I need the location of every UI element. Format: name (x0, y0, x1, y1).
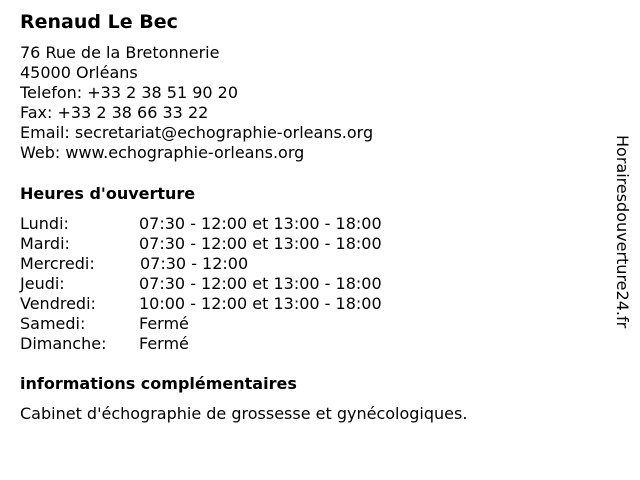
time-value: Fermé (139, 314, 189, 333)
hours-row-friday (20, 294, 580, 314)
time-value: 07:30 - 12:00 et 13:00 - 18:00 (139, 274, 382, 293)
additional-info-heading: informations complémentaires (20, 374, 297, 393)
hours-row-saturday (20, 314, 580, 334)
contact-block (20, 43, 373, 163)
time-value: 07:30 - 12:00 et 13:00 - 18:00 (139, 214, 382, 233)
day-label: Lundi: (20, 214, 69, 233)
opening-hours-table (20, 214, 580, 354)
hours-row-tuesday (20, 234, 580, 254)
day-label: Mercredi: (20, 254, 95, 273)
hours-row-wednesday (20, 254, 580, 274)
hours-row-monday (20, 214, 580, 234)
day-label: Mardi: (20, 234, 70, 253)
day-label: Vendredi: (20, 294, 96, 313)
fax-number: Fax: +33 2 38 66 33 22 (20, 103, 209, 122)
time-value: 07:30 - 12:00 (140, 254, 249, 273)
day-label: Dimanche: (20, 334, 107, 353)
phone-number: Telefon: +33 2 38 51 90 20 (20, 83, 239, 102)
day-label: Samedi: (20, 314, 86, 333)
city: 45000 Orléans (20, 63, 138, 82)
source-credit: Horairesdouverture24.fr (613, 135, 632, 329)
time-value: 07:30 - 12:00 et 13:00 - 18:00 (139, 234, 382, 253)
hours-row-sunday (20, 334, 580, 354)
street-address: 76 Rue de la Bretonnerie (20, 43, 220, 62)
time-value: 10:00 - 12:00 et 13:00 - 18:00 (139, 294, 382, 313)
website: Web: www.echographie-orleans.org (20, 143, 305, 162)
additional-info-text: Cabinet d'échographie de grossesse et gynécologiques. (20, 404, 468, 423)
business-name: Renaud Le Bec (20, 11, 178, 33)
day-label: Jeudi: (20, 274, 65, 293)
opening-hours-heading: Heures d'ouverture (20, 184, 196, 203)
time-value: Fermé (139, 334, 189, 353)
hours-row-thursday (20, 274, 580, 294)
email-address: Email: secretariat@echographie-orleans.org (20, 123, 374, 142)
